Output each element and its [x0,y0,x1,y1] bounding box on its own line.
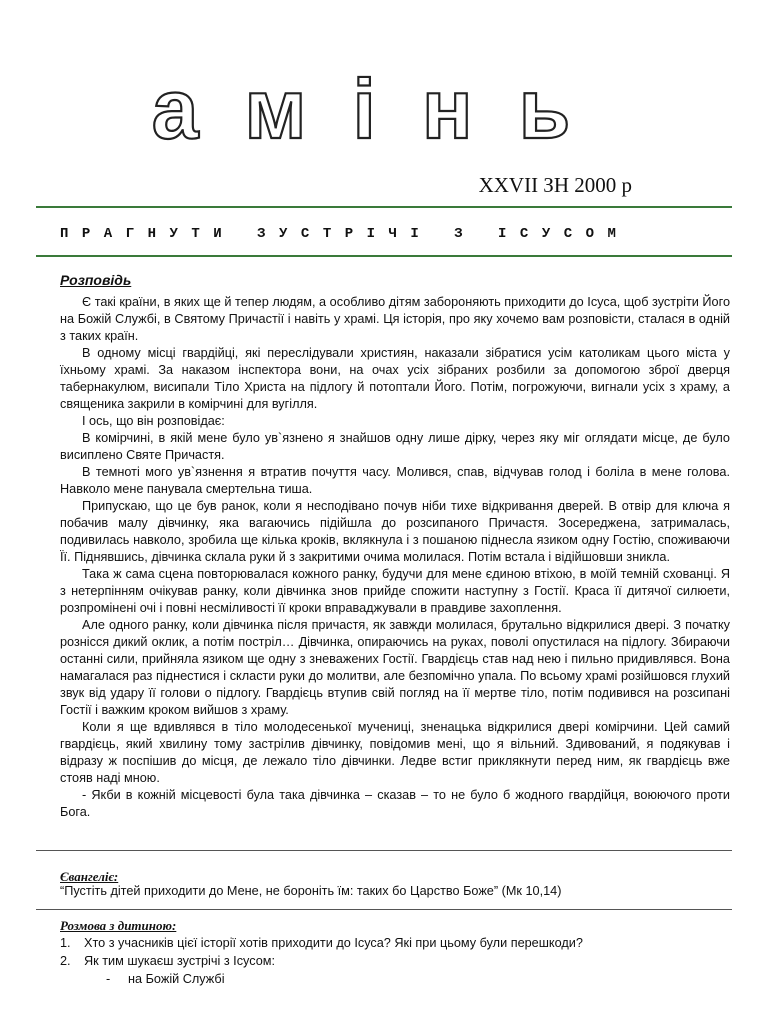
sub-item-text: на Божій Службі [128,972,225,986]
masthead-title: амінь [151,70,617,150]
list-number: 1. [60,936,71,950]
list-number: 2. [60,954,71,968]
gospel-quote: “Пустіть дітей приходити до Мене, не бороніть їм: таких бо Царство Боже” (Мк 10,14) [60,884,562,898]
story-paragraph: Але одного ранку, коли дівчинка після причастя, як завжди молилася, брутально відкрилися двері. З початку рознісся дикий оклик, а потім постріл… Дівчинка, опираючись на руках, поволі опустилася на підлогу. Збираючи останні сили, прийняла язиком ще одну з зневажених Гостії. Гвардієць став над нею і пильно придивлявся. Вона намагалася раз піднестися і скласти руки до молитви, але безпомічно упала. По всьому храмі розійшовся глухий звук від удару її голови о підлогу. Гвардієць втупив свій погляд на її мертве тіло, потім подивився на розсипані Гостії і важким кроком вийшов з храму. [60,618,730,717]
gospel-title: Євангеліє: [60,869,119,884]
story-paragraph: В одному місці гвардійці, які переслідували християн, наказали зібратися усім католикам цього міста у їхньому храмі. За наказом інспектора вони, на очах усіх зібраних розбили за допомогою зброї дверця табернакулюм, висипали Тіло Христа на підлогу й потоптали Його. Потім, погрожуючи, вигнали усіх з храму, а священика закрили в комірчині для вугілля. [60,346,730,411]
story-paragraph: В комірчині, в якій мене було ув`язнено я знайшов одну лише дірку, через яку міг оглядати місце, де було висиплено Святе Причастя. [60,431,730,462]
story-title: Розповідь [60,272,132,288]
sub-list-item [106,970,730,988]
divider-story-end [36,850,732,851]
headline: ПРАГНУТИ ЗУСТРІЧІ З ІСУСОМ [60,226,630,242]
list-item [60,934,730,952]
story-paragraph: І ось, що він розповідає: [82,414,225,428]
question-text: Як тим шукаєш зустрічі з Ісусом: [84,954,276,968]
talk-title: Розмова з дитиною: [60,918,177,933]
story-paragraph: Така ж сама сцена повторювалася кожного ранку, будучи для мене єдиною втіхою, в моїй темній схованці. Я з нетерпінням очікував ранку, коли дівчинка знов прийде спожити наступну з Гостії. Краса її дитячої силюети, розпромінені очі і повні несміливості її кроки вправаджували в правдиве захоплення. [60,567,730,615]
issue-date: XXVII ЗН 2000 р [478,173,632,197]
divider-top [36,206,732,208]
story-paragraph: Є такі країни, в яких ще й тепер людям, а особливо дітям забороняють приходити до Ісуса, щоб зустріти Його на Божій Службі, в Святому Причастії і навіть у храмі. Ця історія, про яку хочемо вам розповісти, сталася в одній з таких країн. [60,295,730,343]
question-text: Хто з учасників цієї історії хотів приходити до Ісуса? Які при цьому були перешкоди? [84,936,583,950]
masthead [0,70,768,150]
story-paragraph: Коли я ще вдивлявся в тіло молодесенької мучениці, зненацька відкрилися двері комірчини. Цей самий гвардієць, який хвилину тому застрілив дівчинку, повідомив мені, що я вільний. Здивований, я подякував і відразу ж поспішив до місця, де лежало тіло дівчинки. Ледве встиг приклякнути перед ним, як гвардієць вже стояв наді мною. [60,720,730,785]
masthead-logo [0,70,768,150]
story-paragraph: - Якби в кожній місцевості була така дівчинка – сказав – то не було б жодного гвардійця, воюючого проти Бога. [60,788,730,819]
list-item [60,952,730,970]
divider-headline [36,255,732,257]
story-paragraph: В темноті мого ув`язнення я втратив почуття часу. Молився, спав, відчував голод і боліла в мене голова. Навколо мене панувала смертельна тиша. [60,465,730,496]
story-body [60,294,730,821]
dash-bullet: - [106,972,111,986]
story-paragraph: Припускаю, що це був ранок, коли я несподівано почув ніби тихе відкривання дверей. В отвір для ключа я побачив малу дівчинку, яка вагаючись підійшла до розсипаного Причастя. Зосереджена, затрималась, подивилась навколо, зробила ще кілька кроків, вклякнула і з пошаною піднесла язиком одну Гостію, споживаючи Її. Піднявшись, дівчинка склала руки й з закритими очима молилася. Потім встала і відійшовши зникла. [60,499,730,564]
divider-gospel-end [36,909,732,910]
talk-list [60,934,730,988]
